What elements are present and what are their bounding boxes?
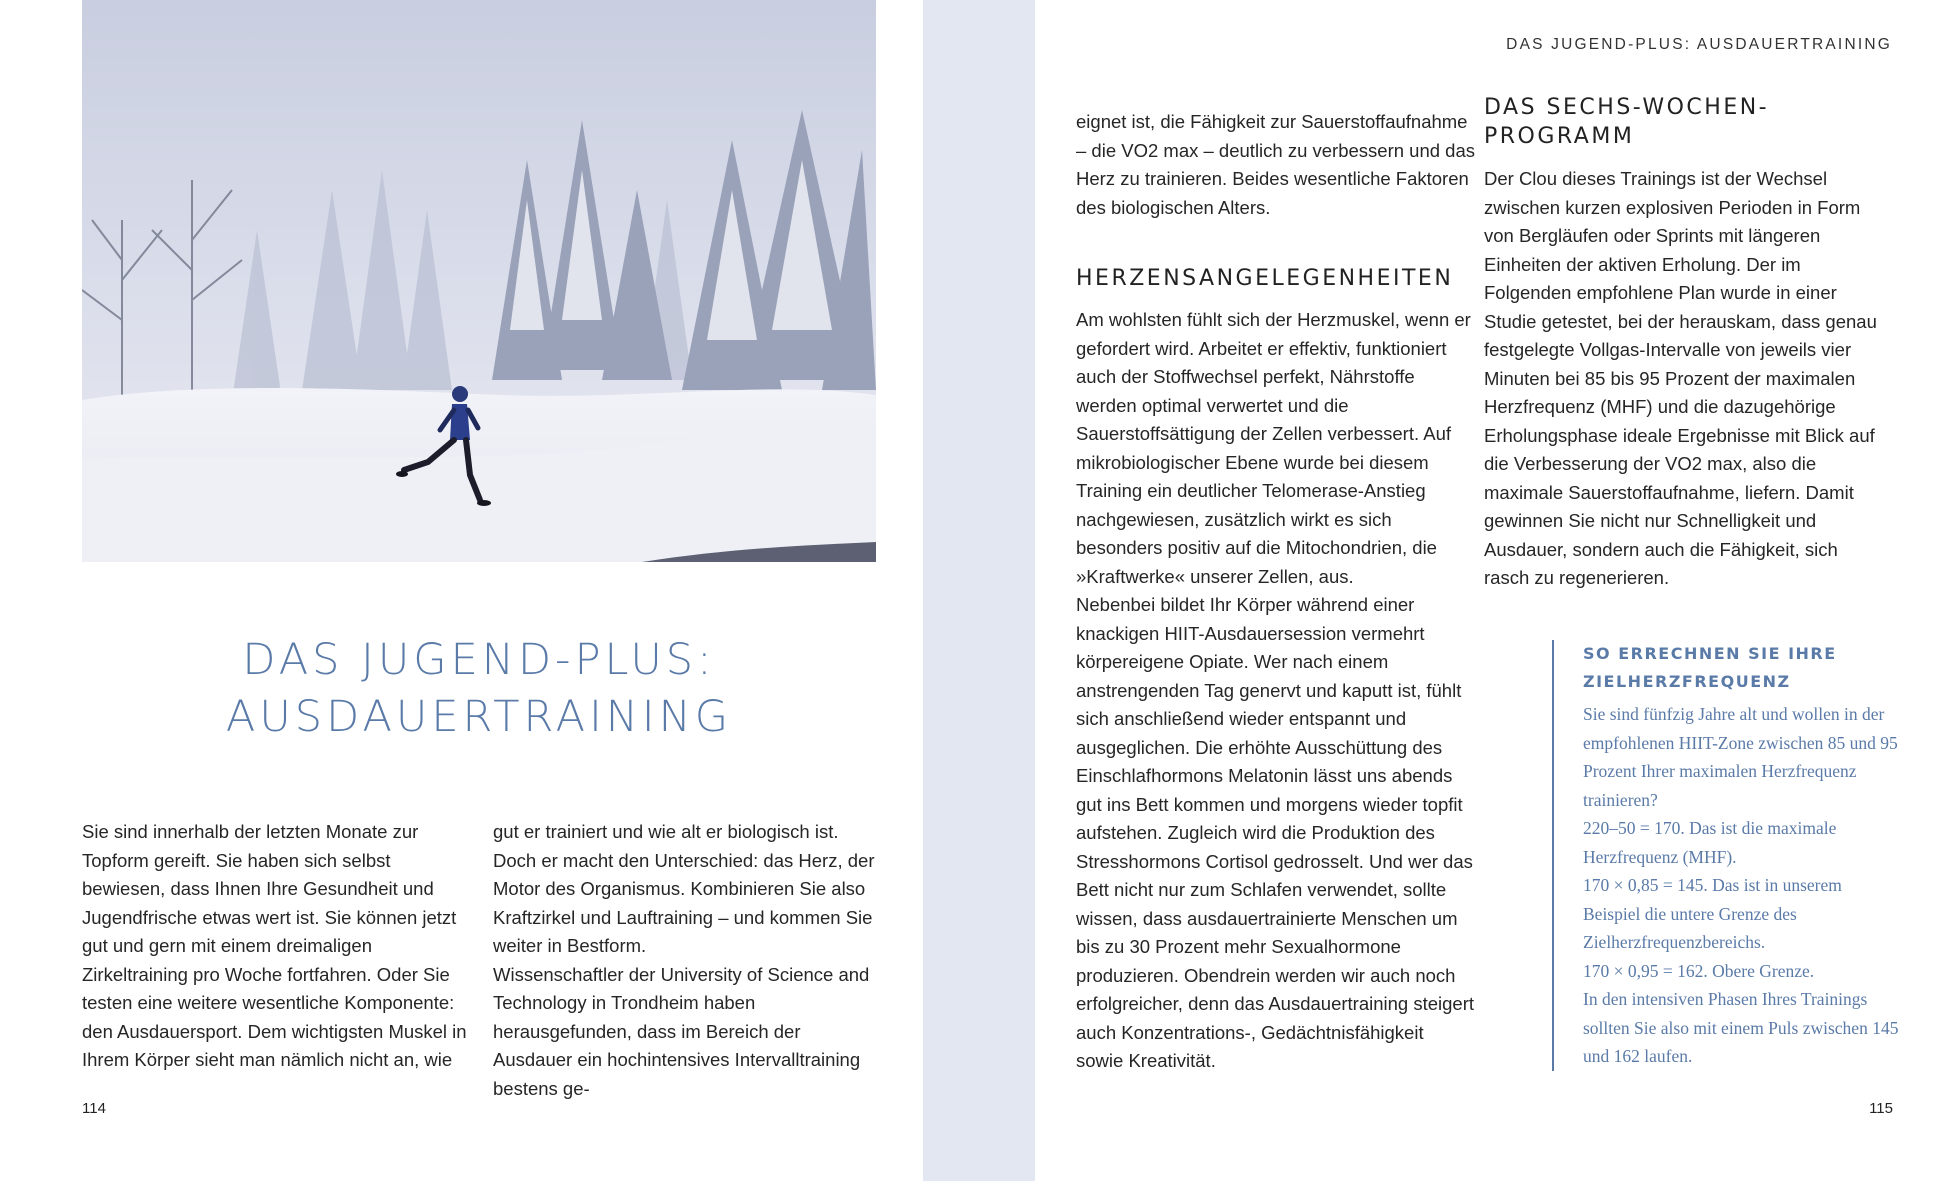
chapter-title (82, 632, 876, 746)
right-column-1-body (1076, 306, 1476, 1076)
infobox-title-line: SO ERRECHNEN SIE IHRE (1583, 644, 1837, 663)
infobox-paragraph: 170 × 0,85 = 145. Das ist in unserem Beispiel die untere Grenze des Zielherzfrequenzbereichs. (1583, 875, 1842, 952)
infobox-paragraph: 220–50 = 170. Das ist die maximale Herzfrequenz (MHF). (1583, 818, 1837, 867)
infobox-text (1583, 700, 1903, 1071)
running-head: DAS JUGEND-PLUS: AUSDAUERTRAINING (1506, 36, 1892, 53)
infobox-paragraph: Sie sind fünfzig Jahre alt und wollen in der empfohlenen HIIT-Zone zwischen 85 und 95 Prozent Ihrer maximalen Herzfrequenz trainieren? (1583, 704, 1898, 810)
left-column-1 (82, 818, 467, 1075)
right-column-2 (1484, 165, 1879, 593)
left-page (0, 0, 923, 1181)
paragraph: Der Clou dieses Trainings ist der Wechsel zwischen kurzen explosiven Perioden in Form von Bergläufen oder Sprints mit längeren Einheiten der aktiven Erholung. Der im Folgenden empfohlene Plan wurde in einer Studie getestet, bei der herauskam, dass genau festgelegte Vollgas-Intervalle von jeweils vier Minuten bei 85 bis 95 Prozent der maximalen Herzfrequenz (MHF) und die dazugehörige Erholungsphase ideale Ergebnisse mit Blick auf die Verbesserung der VO2 max, also die maximale Sauerstoffaufnahme, liefern. Damit gewinnen Sie nicht nur Schnelligkeit und Ausdauer, sondern auch die Fähigkeit, sich rasch zu regenerieren. (1484, 168, 1877, 588)
paragraph: eignet ist, die Fähigkeit zur Sauerstoffaufnahme – die VO2 max – deutlich zu verbessern und das Herz zu trainieren. Beides wesentliche Faktoren des biologischen Alters. (1076, 111, 1476, 218)
paragraph: Sie sind innerhalb der letzten Monate zur Topform gereift. Sie haben sich selbst bewiesen, dass Ihnen Ihre Gesundheit und Jugendfrische etwas wert ist. Sie können jetzt gut und gern mit einem dreimaligen Zirkeltraining pro Woche fortfahren. Oder Sie testen eine weitere wesentliche Komponente: den Ausdauersport. Dem wichtigsten Muskel in Ihrem Körper sieht man nämlich nicht an, wie (82, 821, 467, 1070)
chapter-title-line1: DAS JUGEND-PLUS: (242, 635, 716, 685)
infobox-title-line: ZIELHERZFREQUENZ (1583, 672, 1791, 691)
paragraph: Am wohlsten fühlt sich der Herzmuskel, wenn er gefordert wird. Arbeitet er effektiv, funktioniert auch der Stoffwechsel perfekt, Nährstoffe werden optimal verwertet und die Sauerstoffsättigung der Zellen verbessert. Auf mikrobiologischer Ebene wurde bei diesem Training ein deutlicher Telomerase-Anstieg nachgewiesen, zusätzlich wirkt es sich besonders positiv auf die Mitochondrien, die »Kraftwerke« unserer Zellen, aus. (1076, 309, 1471, 587)
heading-herzensangelegenheiten: HERZENSANGELEGENHEITEN (1076, 266, 1454, 291)
heading-line: DAS SECHS-WOCHEN- (1484, 95, 1770, 120)
gutter-band (923, 0, 1035, 1181)
left-column-2 (493, 818, 883, 1103)
paragraph: gut er trainiert und wie alt er biologisch ist. Doch er macht den Unterschied: das Herz, der Motor des Organismus. Kombinieren Sie also Kraftzirkel und Lauftraining – und kommen Sie weiter in Bestform. (493, 821, 875, 956)
page-number-left: 114 (82, 1100, 106, 1117)
infobox-zielherzfrequenz (1552, 640, 1903, 1071)
paragraph: Nebenbei bildet Ihr Körper während einer knackigen HIIT-Ausdauersession vermehrt körpereigene Opiate. Wer nach einem anstrengenden Tag genervt und kaputt ist, fühlt sich anschließend wieder entspannt und ausgeglichen. Die erhöhte Ausschüttung des Einschlafhormons Melatonin lässt uns abends gut ins Bett kommen und morgens wieder topfit aufstehen. Zugleich wird die Produktion des Stresshormons Cortisol gedrosselt. Und wer das Bett nicht nur zum Schlafen verwendet, sollte wissen, dass ausdauertrainierte Menschen um bis zu 30 Prozent mehr Sexualhormone produzieren. Obendrein werden wir auch noch erfolgreicher, denn das Ausdauertraining steigert auch Konzentrations-, Gedächtnisfähigkeit sowie Kreativität. (1076, 594, 1475, 1071)
infobox-paragraph: 170 × 0,95 = 162. Obere Grenze. (1583, 960, 1815, 981)
infobox-title (1583, 640, 1903, 696)
right-column-1 (1076, 108, 1476, 222)
chapter-title-line2: AUSDAUERTRAINING (225, 692, 733, 742)
page-number-right: 115 (1869, 1100, 1893, 1117)
heading-sechs-wochen-programm (1484, 93, 1884, 151)
photo-runner-snow (82, 0, 876, 562)
paragraph: Wissenschaftler der University of Science and Technology in Trondheim haben herausgefunden, dass im Bereich der Ausdauer ein hochintensives Intervalltraining bestens ge- (493, 963, 870, 1099)
infobox-paragraph: In den intensiven Phasen Ihres Trainings sollten Sie also mit einem Puls zwischen 145 und 162 laufen. (1583, 989, 1899, 1066)
right-page (1035, 0, 1948, 1181)
heading-line: PROGRAMM (1484, 124, 1635, 149)
